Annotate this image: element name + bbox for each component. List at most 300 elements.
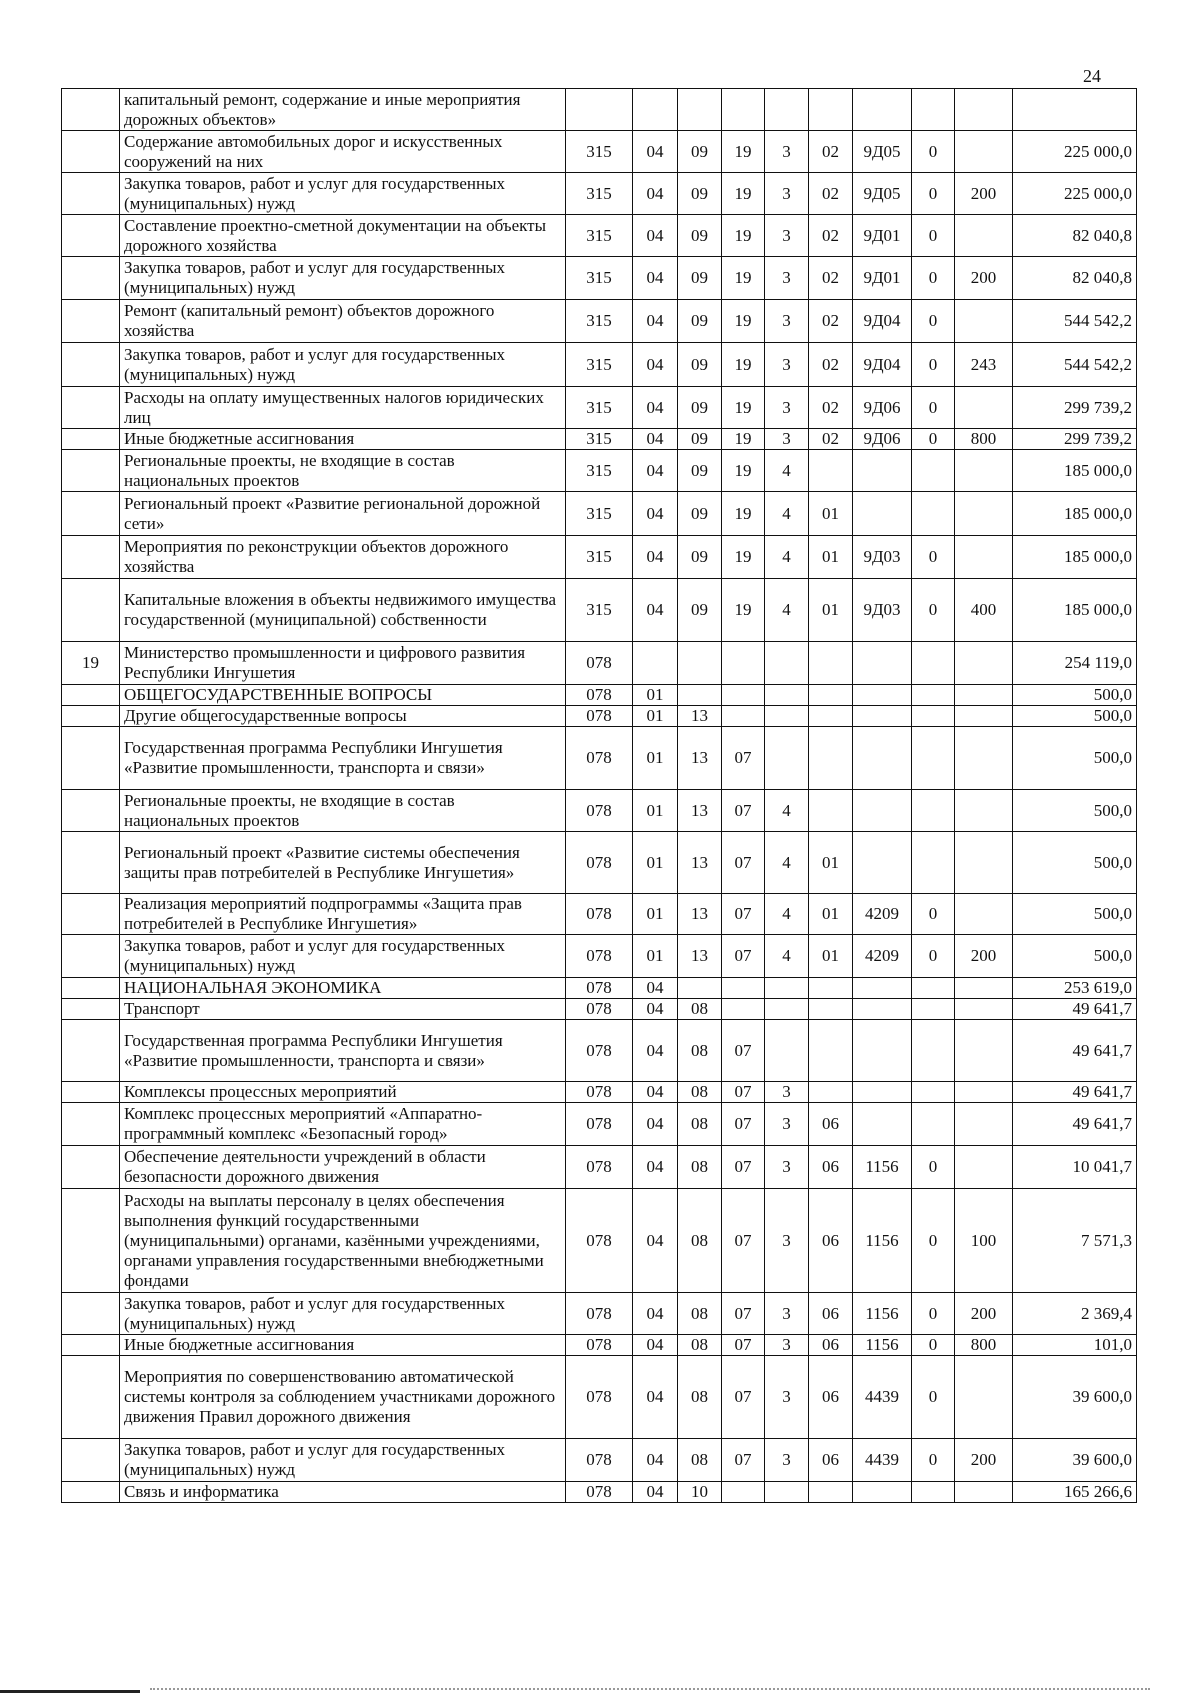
bottom-rule xyxy=(0,1690,140,1693)
table-row xyxy=(62,1356,1137,1439)
row-amount: 185 000,0 xyxy=(1013,492,1137,536)
subsection-code xyxy=(678,685,722,706)
row-number xyxy=(62,1439,120,1482)
subsection-code: 08 xyxy=(678,1189,722,1293)
row-name: Государственная программа Республики Ингушетия «Развитие промышленности, транспорта и связи» xyxy=(120,727,566,790)
row-number xyxy=(62,685,120,706)
direction-suffix xyxy=(912,832,955,894)
program-code xyxy=(722,89,765,131)
table-row xyxy=(62,894,1137,935)
gov-code: 315 xyxy=(566,536,633,579)
table-row xyxy=(62,1482,1137,1503)
subsection-code: 09 xyxy=(678,173,722,215)
event-code xyxy=(809,1482,853,1503)
expense-type: 200 xyxy=(955,1439,1013,1482)
row-number xyxy=(62,978,120,999)
expense-type: 200 xyxy=(955,173,1013,215)
program-code: 19 xyxy=(722,450,765,492)
row-name: Государственная программа Республики Ингушетия «Развитие промышленности, транспорта и связи» xyxy=(120,1020,566,1082)
section-code: 04 xyxy=(633,492,678,536)
direction-code xyxy=(853,450,912,492)
direction-suffix: 0 xyxy=(912,131,955,173)
gov-code: 315 xyxy=(566,131,633,173)
subprogram-code: 4 xyxy=(765,832,809,894)
row-name: Содержание автомобильных дорог и искусственных сооружений на них xyxy=(120,131,566,173)
direction-code: 9Д01 xyxy=(853,257,912,300)
row-name: НАЦИОНАЛЬНАЯ ЭКОНОМИКА xyxy=(120,978,566,999)
program-code xyxy=(722,642,765,685)
gov-code: 315 xyxy=(566,429,633,450)
subprogram-code: 3 xyxy=(765,1335,809,1356)
row-number xyxy=(62,536,120,579)
row-amount: 500,0 xyxy=(1013,727,1137,790)
gov-code: 078 xyxy=(566,790,633,832)
expense-type: 200 xyxy=(955,1293,1013,1335)
row-name: Закупка товаров, работ и услуг для государственных (муниципальных) нужд xyxy=(120,173,566,215)
expense-type xyxy=(955,387,1013,429)
row-number xyxy=(62,429,120,450)
direction-code: 9Д05 xyxy=(853,131,912,173)
gov-code: 078 xyxy=(566,1020,633,1082)
row-number xyxy=(62,257,120,300)
row-name: Закупка товаров, работ и услуг для государственных (муниципальных) нужд xyxy=(120,343,566,387)
row-number xyxy=(62,387,120,429)
event-code xyxy=(809,642,853,685)
section-code: 04 xyxy=(633,450,678,492)
subsection-code: 13 xyxy=(678,790,722,832)
direction-suffix xyxy=(912,1020,955,1082)
row-name: Расходы на оплату имущественных налогов юридических лиц xyxy=(120,387,566,429)
table-row xyxy=(62,727,1137,790)
subprogram-code: 3 xyxy=(765,1293,809,1335)
section-code: 01 xyxy=(633,894,678,935)
direction-suffix: 0 xyxy=(912,387,955,429)
row-amount: 82 040,8 xyxy=(1013,215,1137,257)
expense-type xyxy=(955,727,1013,790)
subprogram-code xyxy=(765,706,809,727)
section-code: 04 xyxy=(633,215,678,257)
direction-code: 1156 xyxy=(853,1146,912,1189)
subprogram-code: 4 xyxy=(765,579,809,642)
budget-table-body xyxy=(62,89,1137,1503)
direction-suffix: 0 xyxy=(912,300,955,343)
subsection-code xyxy=(678,89,722,131)
direction-suffix xyxy=(912,727,955,790)
gov-code: 315 xyxy=(566,579,633,642)
row-number xyxy=(62,1482,120,1503)
event-code: 02 xyxy=(809,131,853,173)
bottom-scan-noise xyxy=(150,1688,1150,1691)
program-code: 19 xyxy=(722,215,765,257)
program-code: 07 xyxy=(722,832,765,894)
row-amount: 544 542,2 xyxy=(1013,343,1137,387)
event-code: 06 xyxy=(809,1189,853,1293)
event-code: 02 xyxy=(809,257,853,300)
section-code: 01 xyxy=(633,727,678,790)
direction-code xyxy=(853,999,912,1020)
table-row xyxy=(62,978,1137,999)
direction-code xyxy=(853,1082,912,1103)
expense-type xyxy=(955,89,1013,131)
direction-code xyxy=(853,832,912,894)
program-code: 07 xyxy=(722,790,765,832)
row-amount: 225 000,0 xyxy=(1013,131,1137,173)
row-number xyxy=(62,790,120,832)
event-code: 06 xyxy=(809,1439,853,1482)
gov-code: 078 xyxy=(566,685,633,706)
subsection-code: 08 xyxy=(678,1020,722,1082)
row-number xyxy=(62,1082,120,1103)
direction-suffix: 0 xyxy=(912,1146,955,1189)
gov-code: 078 xyxy=(566,1103,633,1146)
direction-code: 1156 xyxy=(853,1189,912,1293)
direction-code: 9Д06 xyxy=(853,429,912,450)
row-amount: 185 000,0 xyxy=(1013,579,1137,642)
direction-code xyxy=(853,727,912,790)
subsection-code: 08 xyxy=(678,1439,722,1482)
table-row xyxy=(62,450,1137,492)
table-row xyxy=(62,579,1137,642)
gov-code xyxy=(566,89,633,131)
subprogram-code xyxy=(765,1482,809,1503)
section-code: 01 xyxy=(633,935,678,978)
subsection-code: 09 xyxy=(678,492,722,536)
event-code xyxy=(809,727,853,790)
direction-code: 9Д03 xyxy=(853,579,912,642)
row-number xyxy=(62,1356,120,1439)
row-name: Ремонт (капитальный ремонт) объектов дорожного хозяйства xyxy=(120,300,566,343)
event-code xyxy=(809,685,853,706)
expense-type xyxy=(955,999,1013,1020)
expense-type: 200 xyxy=(955,935,1013,978)
section-code: 04 xyxy=(633,1146,678,1189)
section-code: 04 xyxy=(633,1020,678,1082)
event-code xyxy=(809,978,853,999)
gov-code: 078 xyxy=(566,1293,633,1335)
row-number xyxy=(62,343,120,387)
direction-suffix xyxy=(912,1103,955,1146)
row-number xyxy=(62,492,120,536)
subsection-code: 10 xyxy=(678,1482,722,1503)
expense-type xyxy=(955,978,1013,999)
expense-type: 200 xyxy=(955,257,1013,300)
gov-code: 078 xyxy=(566,1482,633,1503)
direction-suffix xyxy=(912,1082,955,1103)
row-name: Транспорт xyxy=(120,999,566,1020)
direction-code: 9Д04 xyxy=(853,300,912,343)
program-code: 07 xyxy=(722,1293,765,1335)
row-amount: 225 000,0 xyxy=(1013,173,1137,215)
row-number xyxy=(62,832,120,894)
event-code xyxy=(809,999,853,1020)
subsection-code: 09 xyxy=(678,387,722,429)
section-code: 04 xyxy=(633,999,678,1020)
section-code: 04 xyxy=(633,1356,678,1439)
subsection-code: 09 xyxy=(678,300,722,343)
section-code: 01 xyxy=(633,790,678,832)
table-row xyxy=(62,935,1137,978)
event-code: 06 xyxy=(809,1146,853,1189)
row-number xyxy=(62,300,120,343)
subsection-code: 09 xyxy=(678,579,722,642)
row-amount: 500,0 xyxy=(1013,790,1137,832)
program-code: 07 xyxy=(722,1356,765,1439)
direction-suffix: 0 xyxy=(912,579,955,642)
expense-type xyxy=(955,450,1013,492)
subprogram-code: 3 xyxy=(765,1356,809,1439)
table-row xyxy=(62,642,1137,685)
table-row xyxy=(62,1020,1137,1082)
direction-code xyxy=(853,685,912,706)
direction-code: 9Д03 xyxy=(853,536,912,579)
expense-type: 100 xyxy=(955,1189,1013,1293)
row-number xyxy=(62,579,120,642)
row-amount: 49 641,7 xyxy=(1013,999,1137,1020)
event-code: 02 xyxy=(809,173,853,215)
expense-type: 400 xyxy=(955,579,1013,642)
row-amount: 500,0 xyxy=(1013,935,1137,978)
direction-code: 9Д04 xyxy=(853,343,912,387)
row-amount: 7 571,3 xyxy=(1013,1189,1137,1293)
subsection-code: 08 xyxy=(678,1356,722,1439)
table-row xyxy=(62,1189,1137,1293)
table-row xyxy=(62,999,1137,1020)
subsection-code: 08 xyxy=(678,1103,722,1146)
subprogram-code: 3 xyxy=(765,173,809,215)
subprogram-code: 3 xyxy=(765,300,809,343)
program-code: 19 xyxy=(722,429,765,450)
row-amount: 254 119,0 xyxy=(1013,642,1137,685)
expense-type xyxy=(955,642,1013,685)
program-code: 07 xyxy=(722,1335,765,1356)
row-name: Иные бюджетные ассигнования xyxy=(120,429,566,450)
row-name: Региональные проекты, не входящие в состав национальных проектов xyxy=(120,450,566,492)
event-code: 02 xyxy=(809,343,853,387)
direction-suffix: 0 xyxy=(912,1439,955,1482)
direction-suffix: 0 xyxy=(912,429,955,450)
event-code xyxy=(809,450,853,492)
direction-suffix: 0 xyxy=(912,1356,955,1439)
row-number xyxy=(62,89,120,131)
event-code: 01 xyxy=(809,832,853,894)
subprogram-code: 3 xyxy=(765,1439,809,1482)
row-number xyxy=(62,215,120,257)
expense-type xyxy=(955,1020,1013,1082)
subsection-code: 09 xyxy=(678,536,722,579)
row-number xyxy=(62,1293,120,1335)
subsection-code: 09 xyxy=(678,429,722,450)
gov-code: 078 xyxy=(566,832,633,894)
row-name: Региональные проекты, не входящие в состав национальных проектов xyxy=(120,790,566,832)
direction-suffix: 0 xyxy=(912,173,955,215)
table-row xyxy=(62,685,1137,706)
gov-code: 078 xyxy=(566,706,633,727)
subprogram-code: 4 xyxy=(765,536,809,579)
subsection-code: 09 xyxy=(678,215,722,257)
subprogram-code xyxy=(765,999,809,1020)
event-code: 02 xyxy=(809,215,853,257)
subsection-code: 13 xyxy=(678,894,722,935)
section-code: 04 xyxy=(633,1103,678,1146)
subsection-code: 13 xyxy=(678,935,722,978)
row-number xyxy=(62,1103,120,1146)
budget-table xyxy=(61,88,1137,1503)
subsection-code: 09 xyxy=(678,343,722,387)
table-row xyxy=(62,1103,1137,1146)
section-code: 01 xyxy=(633,832,678,894)
row-name: Расходы на выплаты персоналу в целях обеспечения выполнения функций государственными (муниципальными) органами, казёнными учреждениями, органами управления государственными внебюджетными фондами xyxy=(120,1189,566,1293)
direction-suffix xyxy=(912,450,955,492)
row-name: Региональный проект «Развитие региональной дорожной сети» xyxy=(120,492,566,536)
gov-code: 078 xyxy=(566,727,633,790)
program-code: 19 xyxy=(722,257,765,300)
subprogram-code: 3 xyxy=(765,215,809,257)
direction-code: 4209 xyxy=(853,894,912,935)
page-number: 24 xyxy=(1083,66,1101,86)
section-code: 04 xyxy=(633,387,678,429)
subprogram-code: 3 xyxy=(765,1103,809,1146)
section-code: 04 xyxy=(633,536,678,579)
row-name: Региональный проект «Развитие системы обеспечения защиты прав потребителей в Республике Ингушетия» xyxy=(120,832,566,894)
event-code: 06 xyxy=(809,1356,853,1439)
gov-code: 315 xyxy=(566,215,633,257)
program-code: 19 xyxy=(722,343,765,387)
subprogram-code xyxy=(765,727,809,790)
table-row xyxy=(62,1082,1137,1103)
row-amount: 500,0 xyxy=(1013,894,1137,935)
event-code: 02 xyxy=(809,300,853,343)
event-code xyxy=(809,790,853,832)
table-row xyxy=(62,706,1137,727)
row-name: капитальный ремонт, содержание и иные мероприятия дорожных объектов» xyxy=(120,89,566,131)
direction-code xyxy=(853,492,912,536)
program-code: 07 xyxy=(722,894,765,935)
row-number xyxy=(62,173,120,215)
subprogram-code: 3 xyxy=(765,1082,809,1103)
gov-code: 078 xyxy=(566,978,633,999)
section-code: 04 xyxy=(633,343,678,387)
subprogram-code: 3 xyxy=(765,131,809,173)
event-code: 01 xyxy=(809,894,853,935)
direction-suffix: 0 xyxy=(912,894,955,935)
row-name: Другие общегосударственные вопросы xyxy=(120,706,566,727)
gov-code: 315 xyxy=(566,387,633,429)
program-code: 19 xyxy=(722,300,765,343)
event-code: 06 xyxy=(809,1335,853,1356)
table-row xyxy=(62,429,1137,450)
subprogram-code: 3 xyxy=(765,1189,809,1293)
row-amount: 39 600,0 xyxy=(1013,1439,1137,1482)
subprogram-code: 4 xyxy=(765,492,809,536)
table-row xyxy=(62,790,1137,832)
expense-type xyxy=(955,790,1013,832)
direction-suffix xyxy=(912,999,955,1020)
row-name: Комплекс процессных мероприятий «Аппаратно-программный комплекс «Безопасный город» xyxy=(120,1103,566,1146)
expense-type xyxy=(955,1146,1013,1189)
direction-code xyxy=(853,1103,912,1146)
expense-type xyxy=(955,894,1013,935)
program-code: 07 xyxy=(722,1146,765,1189)
gov-code: 078 xyxy=(566,935,633,978)
event-code: 06 xyxy=(809,1293,853,1335)
section-code xyxy=(633,642,678,685)
program-code: 19 xyxy=(722,579,765,642)
direction-code xyxy=(853,642,912,685)
event-code xyxy=(809,89,853,131)
row-number xyxy=(62,727,120,790)
program-code: 07 xyxy=(722,1189,765,1293)
program-code: 07 xyxy=(722,1439,765,1482)
subsection-code: 09 xyxy=(678,450,722,492)
direction-code: 4439 xyxy=(853,1439,912,1482)
row-amount: 253 619,0 xyxy=(1013,978,1137,999)
program-code: 07 xyxy=(722,727,765,790)
direction-suffix: 0 xyxy=(912,935,955,978)
row-name: Составление проектно-сметной документации на объекты дорожного хозяйства xyxy=(120,215,566,257)
row-amount: 49 641,7 xyxy=(1013,1020,1137,1082)
row-name: Комплексы процессных мероприятий xyxy=(120,1082,566,1103)
row-amount: 165 266,6 xyxy=(1013,1482,1137,1503)
event-code xyxy=(809,706,853,727)
row-amount: 185 000,0 xyxy=(1013,450,1137,492)
gov-code: 078 xyxy=(566,642,633,685)
table-row xyxy=(62,257,1137,300)
expense-type xyxy=(955,1356,1013,1439)
program-code: 07 xyxy=(722,1082,765,1103)
table-row xyxy=(62,387,1137,429)
gov-code: 315 xyxy=(566,450,633,492)
expense-type xyxy=(955,1082,1013,1103)
row-amount: 299 739,2 xyxy=(1013,429,1137,450)
subsection-code: 13 xyxy=(678,706,722,727)
direction-suffix xyxy=(912,790,955,832)
direction-suffix: 0 xyxy=(912,536,955,579)
program-code: 07 xyxy=(722,1020,765,1082)
table-row xyxy=(62,1293,1137,1335)
direction-code: 9Д05 xyxy=(853,173,912,215)
subsection-code: 09 xyxy=(678,257,722,300)
event-code xyxy=(809,1082,853,1103)
direction-code: 9Д06 xyxy=(853,387,912,429)
program-code xyxy=(722,685,765,706)
subsection-code: 08 xyxy=(678,1293,722,1335)
section-code: 04 xyxy=(633,1189,678,1293)
direction-code xyxy=(853,790,912,832)
row-name: Закупка товаров, работ и услуг для государственных (муниципальных) нужд xyxy=(120,257,566,300)
row-name: Закупка товаров, работ и услуг для государственных (муниципальных) нужд xyxy=(120,1293,566,1335)
row-amount: 49 641,7 xyxy=(1013,1103,1137,1146)
row-name: Реализация мероприятий подпрограммы «Защита прав потребителей в Республике Ингушетия» xyxy=(120,894,566,935)
row-number xyxy=(62,1189,120,1293)
subprogram-code xyxy=(765,685,809,706)
row-number xyxy=(62,1146,120,1189)
section-code: 04 xyxy=(633,131,678,173)
subsection-code: 13 xyxy=(678,727,722,790)
event-code: 01 xyxy=(809,579,853,642)
section-code: 04 xyxy=(633,173,678,215)
row-amount: 500,0 xyxy=(1013,832,1137,894)
expense-type xyxy=(955,215,1013,257)
direction-code xyxy=(853,1482,912,1503)
direction-code: 1156 xyxy=(853,1293,912,1335)
table-row xyxy=(62,131,1137,173)
section-code: 04 xyxy=(633,257,678,300)
subprogram-code: 4 xyxy=(765,935,809,978)
program-code: 19 xyxy=(722,387,765,429)
subprogram-code: 3 xyxy=(765,343,809,387)
section-code: 04 xyxy=(633,1439,678,1482)
subprogram-code: 3 xyxy=(765,429,809,450)
